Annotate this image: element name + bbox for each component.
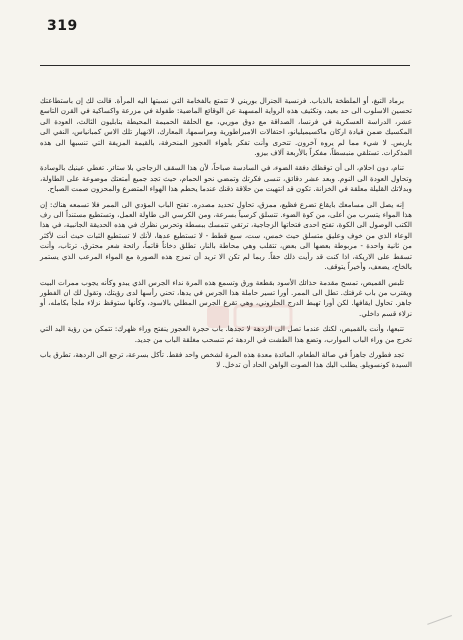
- page-corner-mark: [427, 615, 457, 638]
- paragraph: تجد فطورك جاهزاً في صالة الطعام، المائدة معدة هذه المرة لشخص واحد فقط. تأكل بسرعة، ترجع الى الردهة، تطرق باب السيدة كونسويلو. يطلب اليك هذا الصوت الواهن الحاد أن تدخل. لا: [40, 349, 412, 370]
- paragraph: تنام، دون احلام، الى أن توقظك دفقة الضوء، في السادسة صباحاً، لأن هذا السقف الزجاجي بلا ستائر. تغطي عينيك بالوسادة وتحاول العودة الى النوم. وبعد عشر دقائق، تنسى فكرتك وتمضي نحو الحمام، حيث تجد جميع أمتعتك موضوعة على الطاولة، وبدلاتك القليلة معلقة في الخزانة. تكون قد انتهيت من حلاقة ذقنك عندما يحطم هذا الهواء المتضرع والمحزون صمت الصباح.: [40, 163, 412, 194]
- paragraph: برماد التبغ، أو الملطخة بالذباب. فرنسية الجنرال بوريني لا تتمتع بالفخامة التي نسبتها اليه المرأة. قالت لك إن باستطاعتك تحسين الاسلوب الى حد بعيد، وتكثيف هذه الرواية المسهبة عن الوقائع الماضية: طفولة في مزرعة واكساكية في القرن التاسع عشر، الدراسة العسكرية في فرنسا، الصداقة مع دوق موريي، مع الحلقة الحميمة المحيطة بنابليون الثالث، العودة الى المكسيك ضمن قيادة اركان ماكسيميليانو، احتفالات الامبراطورية ومراسمها، المعارك، الانهيار تلك الاس كمبانياس، النفي الى باريس. لا شيء مما لم يروه آخرون. تتحرى وأنت تفكر بأهواء العجوز المنحرفة، بالقيمة المزيفة التي تنسبها الى هذه المذكرات. تستلقي منبسطاً، مفكراً بالأربعة آلاف بيزو.: [40, 96, 412, 158]
- body-text: [40, 96, 412, 376]
- paragraph: تلبس القميص، تمسح مقدمة حذائك الأسود بقطعة ورق وتسمع هذه المرة نداء الجرس الذي يبدو وكأنه يجوب ممرات البيت ويقترب من باب غرفتك. تطل الى الممر. أورا تسير حاملة هذا الجرس في يدها، تحني رأسها لدى رؤيتك، وتقول لك ان الفطور جاهز. تحاول ايقافها. لكن أورا تهبط الدرج الحلزوني، وهي تقرع الجرس المطلي بالاسود، وكأنها ستوقظ نزلاء ملجأ بكامله، أو نزلاء قسم داخلي.: [40, 277, 412, 318]
- header-rule: [40, 65, 410, 66]
- paragraph: تتبعها، وأنت بالقميص، لكنك عندما تصل الى الردهة لا تجدها. باب حجرة العجوز ينفتح وراء ظهرك: تتمكن من رؤية اليد التي تخرج من وراء الباب الموارب، وتضع هذا الطشت في الردهة ثم تنسحب مغلقة الباب من جديد.: [40, 324, 412, 344]
- page-number: 319: [47, 18, 78, 34]
- paragraph: إنه يصل الى مسامعك بايقاع تضرع فظيع، ممزق، تحاول تحديد مصدره. تفتح الباب المؤدي الى الممر فلا تسمعه هناك: إن هذا المواء يتسرب من أعلى، من كوة الضوء. تتسلق كرسياً بسرعة، ومن الكرسي الى طاولة العمل، وتستطيع مستنداً الى رف الكتب الوصول الى الكوة، تفتح احدى فتحاتها الزجاجية، ترتقي تتمسك ببسطة وتحرس نظرك في هذه الحديقة الجانبية، في هذا الوعاء الذي من خوف وعليق متسلق حيث خمس، ست، سبع قطط - لا تستطيع عدها، لأنك لا تستطيع الثبات حيث أنت لأكثر من ثانية واحدة - مربوطة بعضها الى بعض، تتقلب وهي محاطة بالنار، تطلق دخاناً قاتماً، رائحة شعر محترق. ترتاب، وأنت تسقط على الاريكة، اذا كنت قد رأيت ذلك حقاً. ربما لم تكن الا تريد أن تمزج هذه الصورة مع المواء المرعب الذي يستمر بالخاخ، يضعف، وأخيراً يتوقف.: [40, 199, 412, 272]
